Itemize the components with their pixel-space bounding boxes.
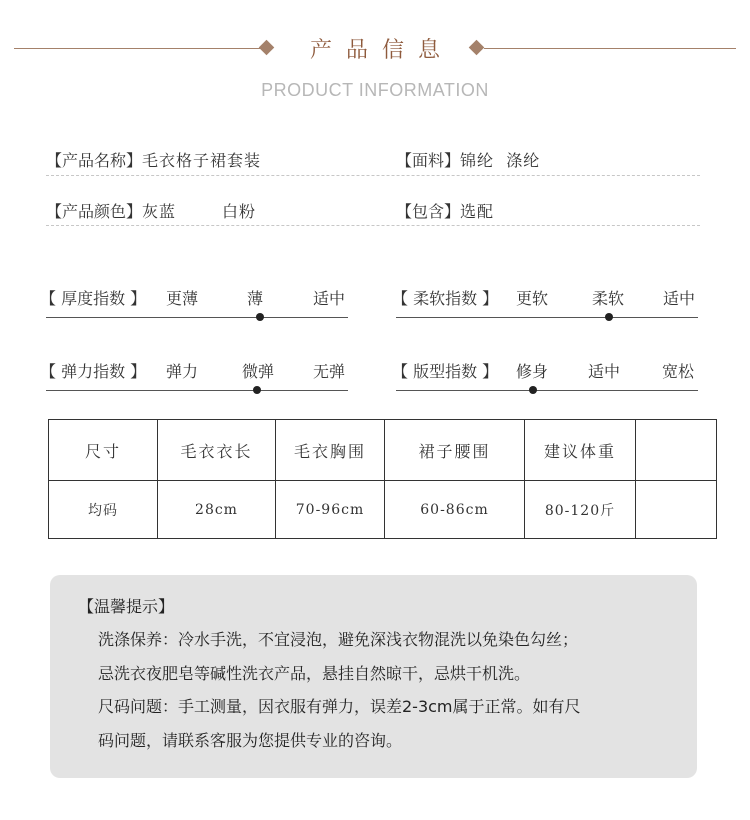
softness-option-3: 适中 (663, 289, 696, 308)
include-row (396, 199, 494, 222)
fabric-label: 【面料】 (396, 151, 461, 170)
product-color-value-2: 白粉 (222, 202, 257, 221)
size-table-header: 毛衣胸围 (276, 420, 385, 481)
size-table-header: 裙子腰围 (385, 420, 525, 481)
product-color-label: 【产品颜色】 (46, 202, 143, 221)
tips-line: 码问题，请联系客服为您提供专业的咨询。 (98, 731, 403, 750)
tips-line: 尺码问题：手工测量，因衣服有弹力，误差2-3cm属于正常。如有尺 (98, 697, 581, 716)
divider-dashed-2 (46, 225, 700, 226)
fabric-value: 锦纶 涤纶 (460, 151, 541, 170)
softness-option-2: 柔软 (592, 289, 625, 308)
size-table-header (636, 420, 717, 481)
softness-option-1: 更软 (516, 289, 549, 308)
header-line-right (484, 48, 736, 49)
product-color-value-1: 灰蓝 (142, 202, 177, 221)
fit-scale-label: 【 版型指数 】 (392, 362, 499, 381)
thickness-scale-label: 【 厚度指数 】 (40, 289, 147, 308)
softness-scale-track (396, 317, 698, 318)
size-table-cell: 70-96cm (276, 481, 385, 539)
softness-scale-label: 【 柔软指数 】 (392, 289, 499, 308)
thickness-scale-marker (256, 313, 264, 321)
tips-title: 【温馨提示】 (78, 597, 175, 616)
elasticity-scale-marker (253, 386, 261, 394)
size-table-cell: 均码 (49, 481, 158, 539)
elasticity-option-2: 微弹 (242, 362, 275, 381)
thickness-option-3: 适中 (313, 289, 346, 308)
thickness-option-1: 更薄 (166, 289, 199, 308)
fit-option-1: 修身 (516, 362, 549, 381)
thickness-option-2: 薄 (247, 289, 264, 308)
table-row (49, 481, 717, 539)
fit-scale-track (396, 390, 698, 391)
include-label: 【包含】 (396, 202, 461, 221)
size-table-cell: 80-120斤 (525, 481, 636, 539)
size-table-header: 建议体重 (525, 420, 636, 481)
size-table-header: 尺寸 (49, 420, 158, 481)
size-table-header: 毛衣衣长 (158, 420, 276, 481)
size-table (48, 419, 717, 539)
include-value: 选配 (460, 202, 495, 221)
page-title: 产品信息 (309, 38, 454, 63)
elasticity-option-3: 无弹 (313, 362, 346, 381)
size-table-cell: 60-86cm (385, 481, 525, 539)
size-table-cell (636, 481, 717, 539)
fabric-row (396, 148, 540, 171)
product-name-label: 【产品名称】 (46, 151, 143, 170)
product-name-row (46, 148, 261, 171)
fit-option-3: 宽松 (662, 362, 695, 381)
size-table-cell: 28cm (158, 481, 276, 539)
divider-dashed-1 (46, 175, 700, 176)
tips-line: 忌洗衣夜肥皂等碱性洗衣产品，悬挂自然晾干，忌烘干机洗。 (98, 664, 531, 683)
elasticity-scale-label: 【 弹力指数 】 (40, 362, 147, 381)
elasticity-option-1: 弹力 (166, 362, 199, 381)
fit-option-2: 适中 (588, 362, 621, 381)
product-color-row (46, 199, 256, 222)
softness-scale-marker (605, 313, 613, 321)
thickness-scale-track (46, 317, 348, 318)
page-subtitle: PRODUCT INFORMATION (261, 80, 489, 100)
elasticity-scale-track (46, 390, 348, 391)
fit-scale-marker (529, 386, 537, 394)
product-name-value: 毛衣格子裙套装 (142, 151, 262, 170)
size-table-header-row (49, 420, 717, 481)
tips-line: 洗涤保养：冷水手洗，不宜浸泡，避免深浅衣物混洗以免染色勾丝； (98, 630, 579, 649)
